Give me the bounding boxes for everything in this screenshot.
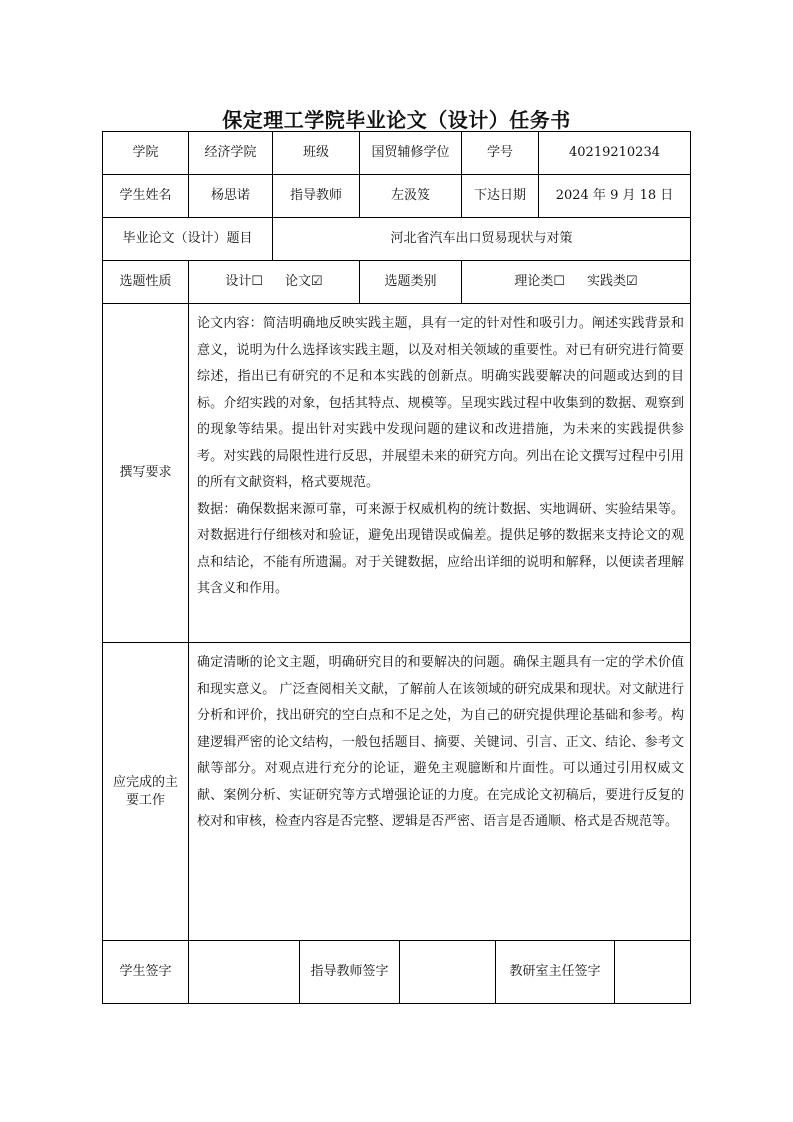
design-checkbox[interactable]: 设计☐	[225, 274, 263, 289]
director-signature-label: 教研室主任签字	[496, 941, 615, 1003]
main-work-content	[189, 643, 690, 941]
student-id-value: 40219210234	[539, 132, 690, 175]
director-signature-field[interactable]	[615, 941, 690, 1003]
requirements-content	[189, 304, 690, 643]
issue-date-label: 下达日期	[462, 175, 539, 218]
requirements-paragraph-content: 论文内容：简洁明确地反映实践主题，具有一定的针对性和吸引力。阐述实践背景和意义，说明为什么选择该实践主题，以及对相关领域的重要性。对已有研究进行简要综述，指出已有研究的不足和本实践的创新点。明确实践要解决的问题或达到的目标。介绍实践的对象，包括其特点、规模等。呈现实践过程中收集到的数据、观察到的现象等结果。提出针对实践中发现问题的建议和改进措施，为未来的实践提供参考。对实践的局限性进行反思，并展望未来的研究方向。列出在论文撰写过程中引用的所有文献资料，格式要规范。	[197, 316, 684, 490]
category-options	[462, 261, 690, 304]
category-label: 选题类别	[360, 261, 462, 304]
document-title: 保定理工学院毕业论文（设计）任务书	[222, 108, 571, 132]
college-value: 经济学院	[189, 132, 273, 175]
student-name-value: 杨思诺	[189, 175, 273, 218]
student-signature-label: 学生签字	[103, 941, 189, 1003]
student-id-label: 学号	[462, 132, 539, 175]
main-work-paragraph: 确定清晰的论文主题，明确研究目的和要解决的问题。确保主题具有一定的学术价值和现实意义。 广泛查阅相关文献，了解前人在该领域的研究成果和现状。对文献进行分析和评价，找出研究的空白点和不足之处，为自己的研究提供理论基础和参考。构建逻辑严密的论文结构，一般包括题目、摘要、关键词、引言、正文、结论、参考文献等部分。对观点进行充分的论证，避免主观臆断和片面性。可以通过引用权威文献、案例分析、实证研究等方式增强论证的力度。在完成论文初稿后，要进行反复的校对和审核，检查内容是否完整、逻辑是否严密、语言是否通顺、格式是否规范等。	[197, 655, 684, 829]
requirements-label: 撰写要求	[103, 304, 189, 643]
nature-options	[189, 261, 360, 304]
topic-label: 毕业论文（设计）题目	[103, 218, 273, 261]
topic-value: 河北省汽车出口贸易现状与对策	[273, 218, 690, 261]
main-work-label: 应完成的主要工作	[103, 643, 189, 941]
advisor-signature-field[interactable]	[400, 941, 496, 1003]
task-form-table	[102, 131, 691, 1004]
requirements-paragraph-data: 数据：确保数据来源可靠，可来源于权威机构的统计数据、实地调研、实验结果等。对数据进行仔细核对和验证，避免出现错误或偏差。提供足够的数据来支持论文的观点和结论，不能有所遗漏。对于关键数据，应给出详细的说明和解释，以便读者理解其含义和作用。	[197, 501, 684, 596]
student-signature-field[interactable]	[189, 941, 300, 1003]
thesis-checkbox[interactable]: 论文☑	[285, 274, 323, 289]
college-label: 学院	[103, 132, 189, 175]
practice-checkbox[interactable]: 实践类☑	[587, 274, 638, 289]
theory-checkbox[interactable]: 理论类☐	[514, 274, 565, 289]
issue-date-value: 2024 年 9 月 18 日	[539, 175, 690, 218]
advisor-label: 指导教师	[273, 175, 360, 218]
advisor-value: 左汲笈	[360, 175, 462, 218]
class-value: 国贸辅修学位	[360, 132, 462, 175]
student-name-label: 学生姓名	[103, 175, 189, 218]
advisor-signature-label: 指导教师签字	[300, 941, 400, 1003]
class-label: 班级	[273, 132, 360, 175]
nature-label: 选题性质	[103, 261, 189, 304]
